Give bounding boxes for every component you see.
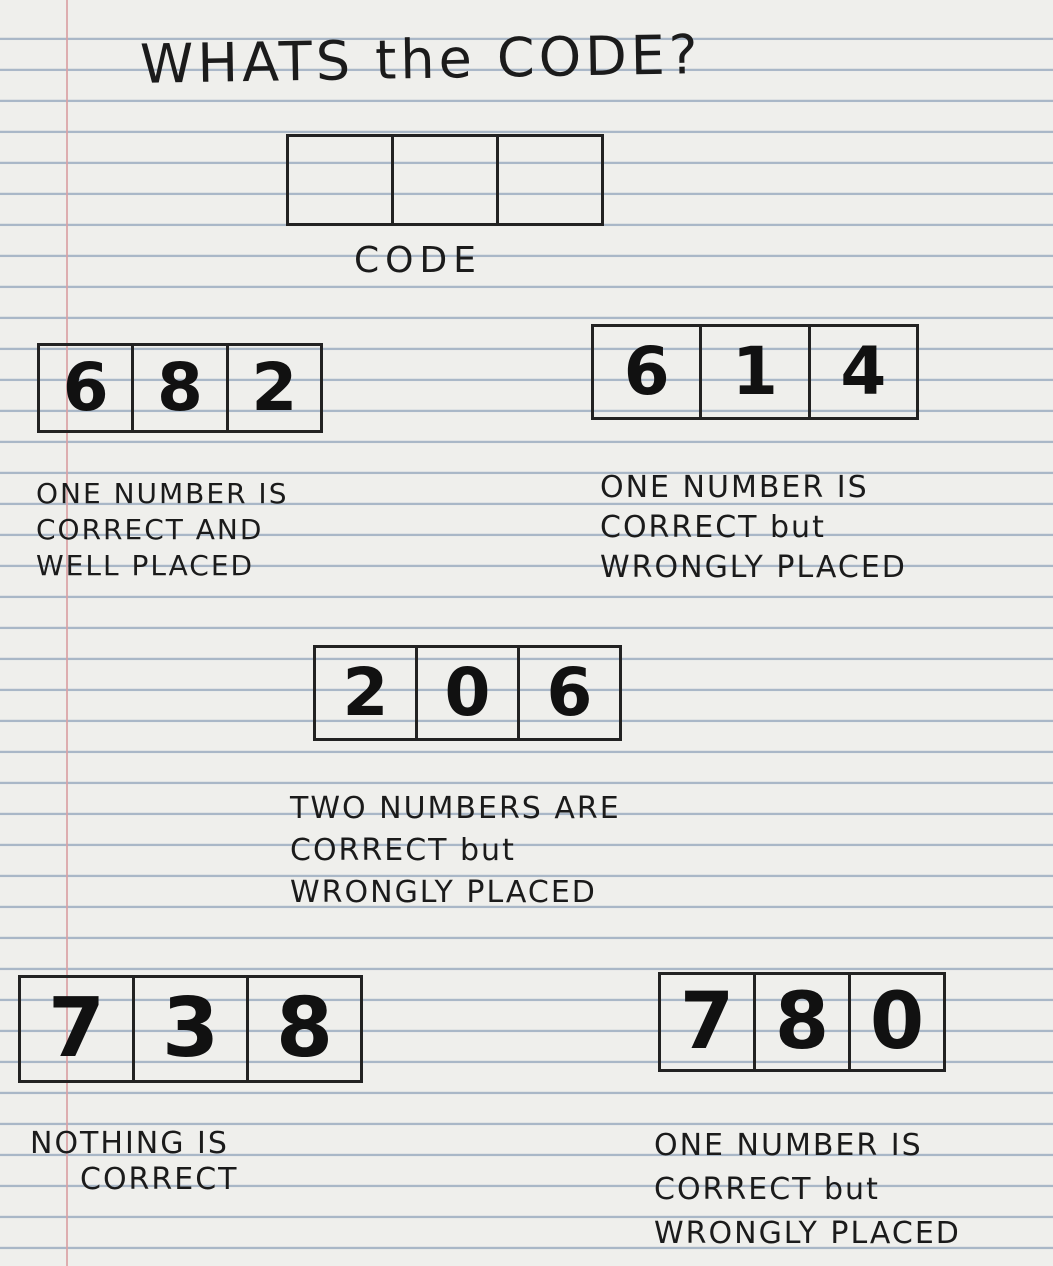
clue-5-hint (654, 1124, 961, 1256)
clue-1-digits (37, 343, 323, 433)
clue-digit: 2 (251, 349, 298, 426)
code-label: CODE (354, 240, 482, 281)
clue-digit: 7 (21, 978, 135, 1080)
hint-line: TWO NUMBERS ARE (290, 791, 621, 826)
hint-line: WRONGLY PLACED (290, 875, 597, 910)
code-cell-2 (394, 137, 499, 223)
code-answer-box (286, 134, 604, 226)
hint-line: CORRECT (80, 1162, 239, 1197)
hint-line: NOTHING IS (30, 1126, 229, 1161)
clue-digit: 3 (135, 978, 249, 1080)
clue-digit: 6 (40, 346, 134, 430)
clue-3-digits (313, 645, 622, 741)
code-cell-1 (289, 137, 394, 223)
clue-1-hint (36, 476, 288, 584)
clue-digit: 0 (418, 648, 520, 738)
hint-line: ONE NUMBER IS (600, 470, 869, 505)
clue-3-hint (290, 788, 621, 914)
code-cell-3 (499, 137, 601, 223)
clue-digit: 2 (316, 648, 418, 738)
clue-digit: 8 (756, 975, 851, 1069)
clue-digit: 6 (546, 654, 593, 731)
hint-line: CORRECT but (654, 1172, 880, 1207)
clue-digit: 8 (275, 981, 334, 1076)
clue-digit: 6 (594, 327, 702, 417)
hint-line: ONE NUMBER IS (36, 477, 289, 510)
clue-digit: 0 (869, 977, 925, 1067)
hint-line: WRONGLY PLACED (600, 550, 907, 585)
clue-digit: 8 (134, 346, 228, 430)
clue-digit: 7 (661, 975, 756, 1069)
clue-4-digits (18, 975, 363, 1083)
puzzle-title: WHATS the CODE? (139, 23, 703, 96)
hint-line: CORRECT but (600, 510, 826, 545)
hint-line: CORRECT AND (36, 513, 264, 546)
hint-line: WELL PLACED (36, 549, 255, 582)
hint-line: CORRECT but (290, 833, 516, 868)
clue-5-digits (658, 972, 946, 1072)
clue-digit: 1 (702, 327, 810, 417)
clue-2-hint (600, 468, 907, 588)
clue-2-digits (591, 324, 919, 420)
clue-digit: 4 (840, 333, 887, 410)
clue-4-hint (30, 1126, 238, 1198)
hint-line: WRONGLY PLACED (654, 1216, 961, 1251)
hint-line: ONE NUMBER IS (654, 1128, 923, 1163)
